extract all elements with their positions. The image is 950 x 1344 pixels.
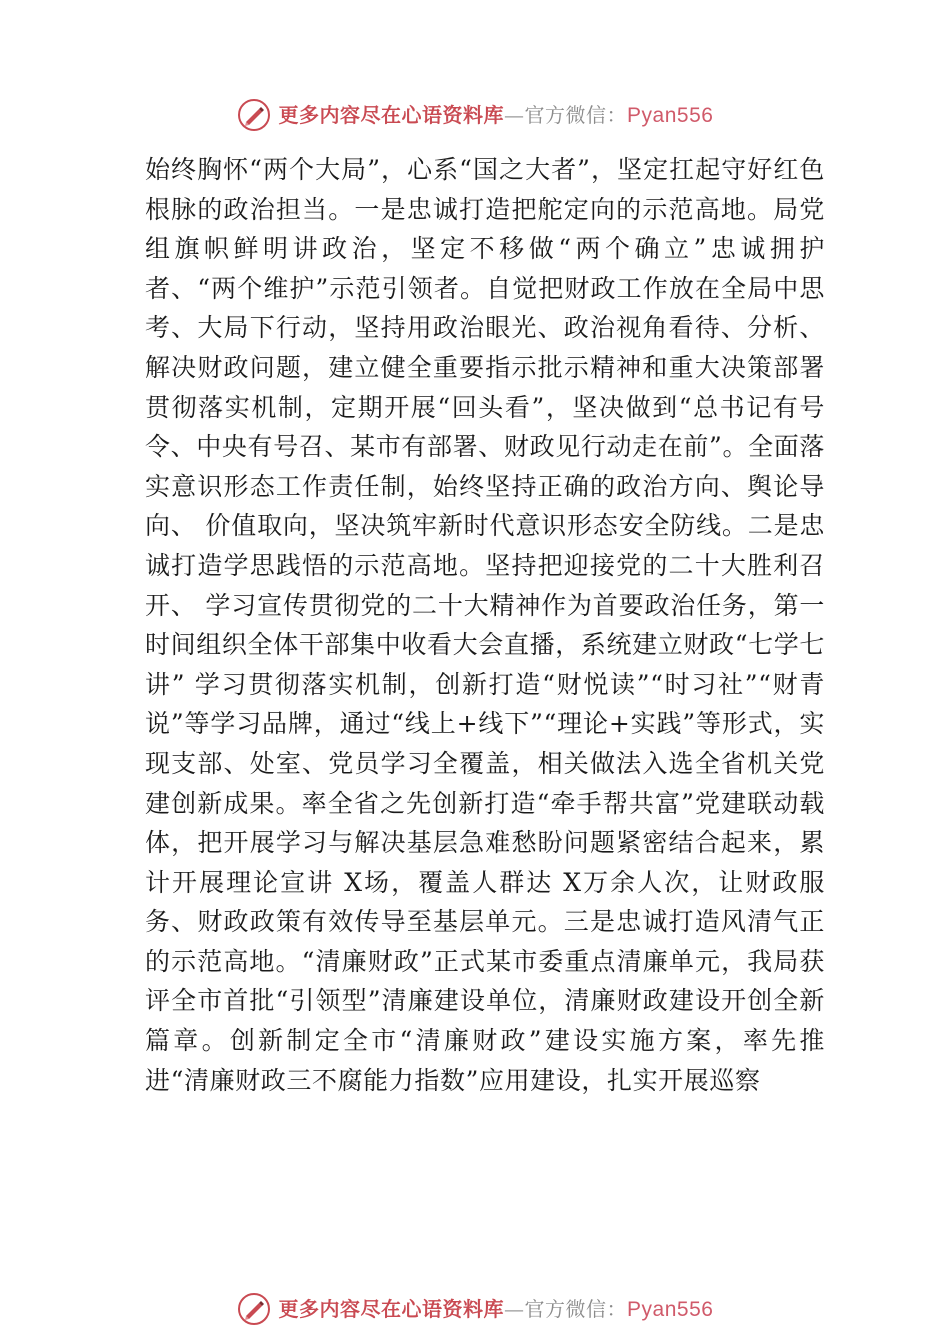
watermark-line xyxy=(278,1296,714,1321)
header-watermark xyxy=(0,93,950,137)
watermark-separator: — xyxy=(504,1296,525,1321)
watermark-separator: — xyxy=(504,102,525,127)
watermark-wechat-label: 官方微信： xyxy=(524,1296,628,1321)
watermark-site-text: 更多内容尽在心语资料库 xyxy=(278,1296,505,1321)
watermark-line xyxy=(278,102,714,127)
watermark-wechat-label: 官方微信： xyxy=(524,102,628,127)
pen-logo-icon xyxy=(237,1292,271,1326)
pen-logo-icon xyxy=(237,98,271,132)
watermark-wechat-id: Pyan556 xyxy=(627,1297,714,1321)
document-paragraph: 始终胸怀“两个大局”，心系“国之大者”，坚定扛起守好红色根脉的政治担当。一是忠诚打造把舵定向的示范高地。局党组旗帜鲜明讲政治，坚定不移做“两个确立”忠诚拥护者、“两个维护”示范引领者。自觉把财政工作放在全局中思考、大局下行动，坚持用政治眼光、政治视角看待、分析、解决财政问题，建立健全重要指示批示精神和重大决策部署贯彻落实机制，定期开展“回头看”，坚决做到“总书记有号令、中央有号召、某市有部署、财政见行动走在前”。全面落实意识形态工作责任制，始终坚持正确的政治方向、舆论导向、 价值取向，坚决筑牢新时代意识形态安全防线。二是忠诚打造学思践悟的示范高地。坚持把迎接党的二十大胜利召开、 学习宣传贯彻党的二十大精神作为首要政治任务，第一时间组织全体干部集中收看大会直播，系统建立财政“七学七讲” 学习贯彻落实机制，创新打造“财悦读”“时习社”“财青说”等学习品牌，通过“线上+线下”“理论+实践”等形式，实现支部、处室、党员学习全覆盖，相关做法入选全省机关党建创新成果。率全省之先创新打造“牵手帮共富”党建联动载体，把开展学习与解决基层急难愁盼问题紧密结合起来，累计开展理论宣讲 X场，覆盖人群达 X万余人次，让财政服务、财政政策有效传导至基层单元。三是忠诚打造风清气正的示范高地。“清廉财政”正式某市委重点清廉单元，我局获评全市首批“引领型”清廉建设单位，清廉财政建设开创全新篇章。创新制定全市“清廉财政”建设实施方案，率先推进“清廉财政三不腐能力指数”应用建设，扎实开展巡察 xyxy=(145,155,825,1095)
footer-watermark xyxy=(0,1287,950,1331)
watermark-site-text: 更多内容尽在心语资料库 xyxy=(278,102,505,127)
watermark-wechat-id: Pyan556 xyxy=(627,103,714,127)
